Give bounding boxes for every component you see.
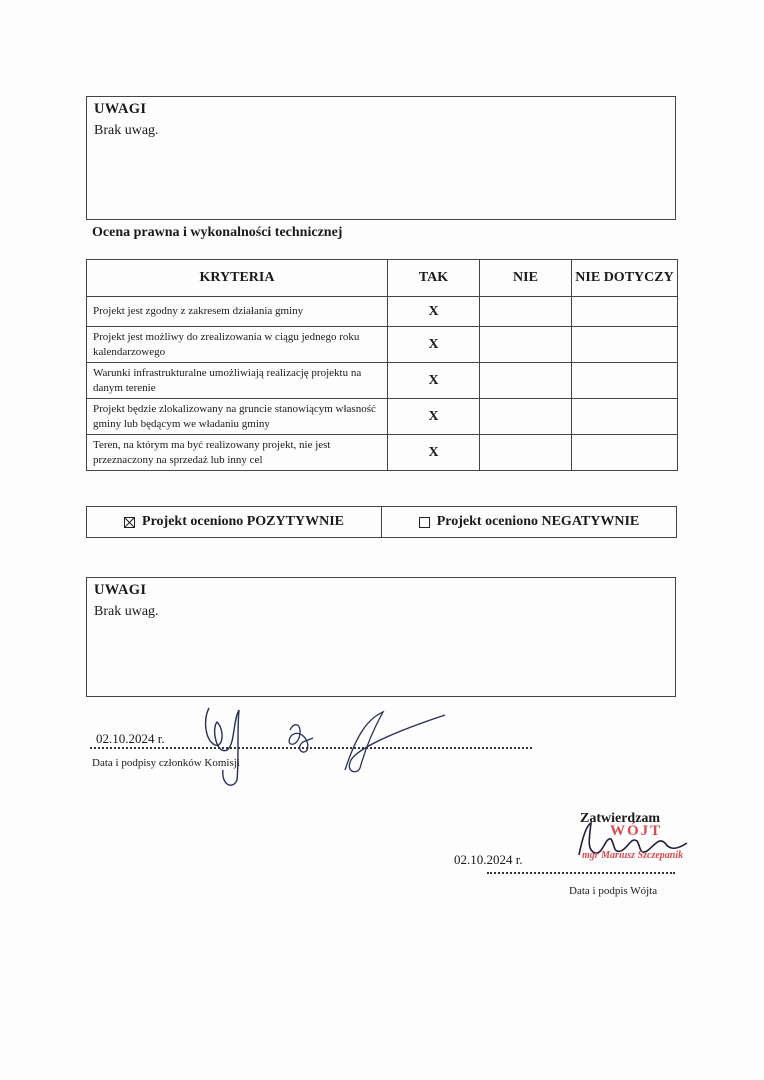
tak-cell: X [388, 435, 480, 471]
nie-cell [480, 435, 572, 471]
negative-option[interactable] [382, 507, 676, 537]
criterion-cell: Teren, na którym ma być realizowany projekt, nie jest przeznaczony na sprzedaż lub inny cel [87, 435, 388, 471]
signature-line [487, 872, 675, 874]
tak-cell: X [388, 399, 480, 435]
remarks-box-top [86, 96, 676, 220]
positive-label: Projekt oceniono POZYTYWNIE [142, 514, 344, 529]
assessment-result [86, 506, 677, 538]
unchecked-checkbox-icon[interactable] [419, 517, 430, 528]
commission-signatures-image [195, 700, 455, 800]
remarks-text: Brak uwag. [94, 604, 159, 619]
criterion-cell: Warunki infrastrukturalne umożliwiają realizację projektu na danym terenie [87, 363, 388, 399]
table-row [87, 327, 678, 363]
nie-dotyczy-cell [572, 327, 678, 363]
nie-dotyczy-cell [572, 297, 678, 327]
nie-cell [480, 327, 572, 363]
approval-caption: Data i podpis Wójta [569, 885, 658, 897]
remarks-heading: UWAGI [94, 582, 147, 598]
nie-dotyczy-cell [572, 399, 678, 435]
negative-label: Projekt oceniono NEGATYWNIE [436, 514, 640, 529]
positive-option[interactable] [87, 507, 382, 537]
header-nie: NIE [480, 260, 572, 297]
tak-cell: X [388, 297, 480, 327]
checked-checkbox-icon[interactable] [124, 517, 135, 528]
approval-heading: Zatwierdzam [580, 811, 661, 826]
commission-date: 02.10.2024 r. [96, 731, 165, 746]
remarks-text: Brak uwag. [94, 123, 159, 138]
approval-date: 02.10.2024 r. [454, 852, 523, 867]
nie-dotyczy-cell [572, 363, 678, 399]
commission-caption: Data i podpisy członków Komisji [92, 757, 240, 769]
tak-cell: X [388, 327, 480, 363]
nie-cell [480, 297, 572, 327]
header-nie-dotyczy: NIE DOTYCZY [572, 260, 678, 297]
criterion-cell: Projekt jest możliwy do zrealizowania w ciągu jednego roku kalendarzowego [87, 327, 388, 363]
header-tak: TAK [388, 260, 480, 297]
nie-dotyczy-cell [572, 435, 678, 471]
criterion-cell: Projekt jest zgodny z zakresem działania gminy [87, 297, 388, 327]
table-row [87, 297, 678, 327]
section-title: Ocena prawna i wykonalności technicznej [92, 225, 343, 240]
table-row [87, 399, 678, 435]
remarks-heading: UWAGI [94, 101, 147, 117]
criteria-table [86, 259, 678, 471]
remarks-box-bottom [86, 577, 676, 697]
header-kryteria: KRYTERIA [87, 260, 388, 297]
criterion-cell: Projekt będzie zlokalizowany na gruncie stanowiącym własność gminy lub będącym we władaniu gminy [87, 399, 388, 435]
tak-cell: X [388, 363, 480, 399]
stamp-name: mgr Mariusz Szczepanik [582, 850, 684, 861]
nie-cell [480, 399, 572, 435]
table-row [87, 363, 678, 399]
nie-cell [480, 363, 572, 399]
stamp-role: WÓJT [610, 823, 663, 839]
table-row [87, 435, 678, 471]
